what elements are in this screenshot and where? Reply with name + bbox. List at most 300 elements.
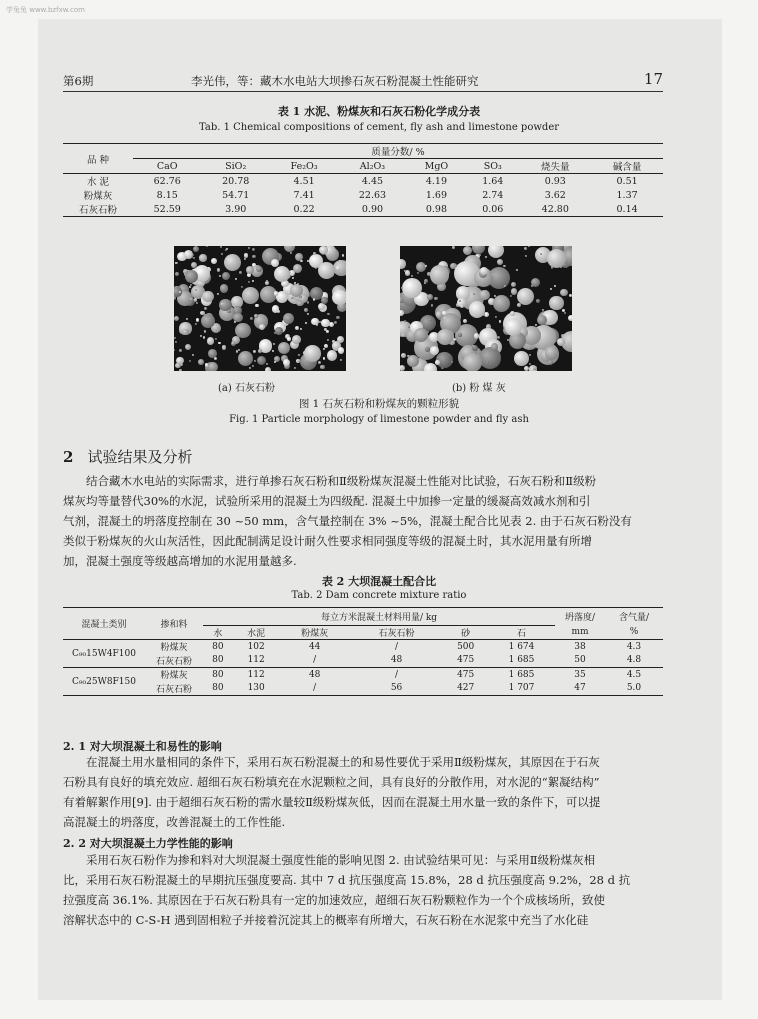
particle: [503, 265, 505, 267]
table2-cell: 5.0: [626, 683, 642, 694]
table1-cell: 1.37: [616, 189, 638, 201]
particle: [295, 326, 300, 331]
particle: [182, 329, 188, 335]
particle: [327, 339, 330, 342]
table2-cell: 102: [247, 641, 265, 652]
table2-cell: 48: [280, 668, 350, 682]
particle: [196, 302, 198, 304]
particle: [274, 332, 276, 334]
particle: [174, 316, 179, 321]
particle: [482, 313, 485, 316]
particle: [321, 297, 328, 304]
particle: [232, 336, 240, 344]
subsection-2-1-heading: 2. 1 对大坝混凝土和易性的影响: [63, 740, 222, 753]
particle: [220, 284, 229, 293]
watermark-text: 学兔兔 www.bzfxw.com: [6, 6, 85, 14]
particle: [194, 298, 197, 301]
figure1-caption-cn: 图 1 石灰石粉和粉煤灰的颗粒形貌: [298, 398, 460, 410]
particle: [252, 255, 255, 258]
particle: [200, 335, 202, 337]
particle: [318, 262, 335, 279]
limestone-micrograph-image: [174, 246, 346, 371]
particle: [307, 301, 310, 304]
particle: [225, 249, 227, 251]
particle: [511, 282, 517, 288]
particle: [323, 348, 325, 350]
table2-cell: 80: [212, 655, 224, 666]
particle: [337, 336, 344, 343]
page-number: 17: [643, 70, 663, 88]
particle: [404, 270, 406, 272]
table2-cell: 56: [390, 683, 403, 694]
table1-cell: 20.78: [222, 175, 250, 187]
table1-cell: 4.19: [425, 175, 447, 187]
table2-cell: 112: [247, 655, 265, 666]
particle: [434, 297, 437, 300]
table1-item-header: 品 种: [63, 144, 133, 174]
particle: [284, 246, 295, 252]
text-line: 石粉具有良好的填充效应. 超细石灰石粉填充在水泥颗粒之间，具有良好的分散作用，对水泥的“絮凝结构”: [63, 775, 600, 789]
table1-cell: 8.15: [156, 189, 178, 201]
particle: [292, 277, 294, 279]
particle: [219, 275, 221, 277]
table1-col-header: MgO: [407, 159, 466, 174]
particle: [479, 290, 490, 301]
table2-group-header: 每立方米混凝土材料用量/ kg: [203, 608, 555, 626]
table-row: [63, 682, 663, 696]
particle: [204, 307, 207, 310]
table1-row-name: 粉煤灰: [83, 191, 113, 202]
table-row: [63, 188, 663, 202]
table-row: [63, 640, 663, 654]
particle: [222, 272, 230, 280]
table2-cell: /: [313, 683, 317, 694]
section-number: 2: [63, 448, 74, 466]
table2-admix-cell: 粉煤灰: [160, 643, 188, 654]
particle: [494, 295, 496, 297]
figure1-label-b: (b) 粉 煤 灰: [452, 383, 506, 394]
section2-paragraph: [63, 471, 663, 571]
particle: [516, 269, 518, 271]
table2-air-header: 含气量/: [618, 613, 650, 624]
particle: [195, 323, 197, 325]
particle: [254, 360, 256, 362]
particle: [514, 351, 529, 366]
particle: [524, 247, 527, 250]
particle: [424, 279, 428, 283]
particle: [290, 252, 292, 254]
particle: [198, 359, 204, 365]
particle: [252, 365, 254, 367]
particle: [252, 263, 256, 267]
particle: [295, 253, 303, 261]
table2-cell: 427: [457, 683, 475, 694]
particle: [327, 313, 329, 315]
table2-cell: 500: [457, 641, 475, 652]
table2-cell: 4.8: [626, 655, 642, 666]
particle: [324, 344, 328, 348]
table2-class-cell: C₉₀25W8F150: [63, 668, 145, 696]
table2-caption-cn: 表 2 大坝混凝土配合比: [321, 575, 437, 588]
particle: [548, 360, 553, 365]
particle: [480, 267, 488, 275]
table1-caption-en: Tab. 1 Chemical compositions of cement, fly ash and limestone powder: [198, 122, 560, 133]
particle: [278, 342, 290, 354]
particle: [272, 350, 274, 352]
particle: [217, 268, 220, 271]
particle: [479, 347, 501, 369]
particle: [472, 246, 485, 254]
table1-cell: 1.64: [482, 175, 504, 187]
particle: [463, 319, 467, 323]
particle: [242, 287, 259, 304]
particle: [417, 272, 419, 274]
table2-admix-cell: 石灰石粉: [155, 684, 192, 695]
particle: [479, 254, 481, 256]
text-line: 煤灰均等量替代30%的水泥，试验所采用的混凝土为四级配. 混凝土中加掺一定量的缓凝高效减水剂和引: [63, 494, 591, 508]
table1-cell: 0.93: [544, 175, 566, 187]
particle: [458, 333, 462, 337]
particle: [316, 324, 318, 326]
particle: [547, 249, 566, 268]
particle: [499, 320, 502, 323]
table2-cell: 48: [390, 655, 403, 666]
particle: [529, 354, 531, 356]
particle: [203, 336, 206, 339]
table1-col-header: SiO₂: [201, 159, 269, 174]
particle: [550, 288, 552, 290]
text-line: 有着解絮作用[9]. 由于超细石灰石粉的需水量较Ⅱ级粉煤灰低，因而在混凝土用水量一致的条件下，可以提: [63, 795, 601, 809]
particle: [293, 264, 302, 273]
table2-cell: 112: [233, 668, 280, 682]
table2-cell: 1 685: [508, 655, 535, 666]
particle: [326, 330, 329, 333]
particle: [257, 356, 266, 365]
particle: [554, 285, 556, 287]
particle: [319, 246, 327, 254]
particle: [401, 287, 403, 289]
table1-cell: 4.51: [293, 175, 315, 187]
table2-admix-cell: 粉煤灰: [145, 668, 203, 682]
particle: [241, 286, 243, 288]
particle: [400, 259, 406, 268]
particle: [488, 246, 504, 258]
particle: [250, 317, 253, 320]
table2-cell: /: [313, 655, 317, 666]
table1-cell: 0.51: [616, 175, 638, 187]
particle: [192, 354, 194, 356]
particle: [474, 333, 479, 338]
particle: [179, 349, 182, 352]
particle: [292, 335, 301, 344]
table2-col-header: 粉煤灰: [280, 626, 350, 640]
text-line: 在混凝土用水量相同的条件下，采用石灰石粉混凝土的和易性要优于采用Ⅱ级粉煤灰，其原因在于石灰: [86, 755, 600, 769]
table-row: [63, 174, 663, 189]
particle: [244, 258, 246, 260]
particle: [222, 345, 226, 349]
table2-cell: 475: [443, 668, 488, 682]
table1-col-header: SO₃: [466, 159, 519, 174]
particle: [294, 367, 296, 369]
particle: [192, 254, 194, 256]
table2-class-header: 混凝土类别: [63, 608, 145, 640]
particle: [273, 343, 275, 345]
subsection-2-2-heading: 2. 2 对大坝混凝土力学性能的影响: [63, 837, 233, 850]
particle: [427, 294, 433, 300]
table1-cell: 3.90: [225, 203, 247, 215]
table-row: [63, 202, 663, 217]
particle: [540, 253, 542, 255]
particle: [255, 304, 258, 307]
particle: [315, 267, 317, 269]
particle: [463, 353, 482, 371]
particle: [485, 256, 487, 258]
table2-admix-cell: 石灰石粉: [155, 656, 192, 667]
particle: [266, 280, 268, 282]
table1-cell: 3.62: [544, 189, 566, 201]
particle: [416, 262, 426, 272]
particle: [224, 254, 241, 271]
table2-cell: 80: [212, 641, 224, 652]
table1-cell: 0.98: [425, 203, 447, 215]
particle: [517, 288, 534, 305]
particle: [451, 361, 453, 363]
table2-cell: 4.5: [605, 668, 663, 682]
table1-row-name: 水 泥: [86, 177, 110, 188]
particle: [252, 280, 255, 283]
particle: [307, 313, 309, 315]
table2-col-header: 砂: [443, 626, 488, 640]
particle: [274, 291, 278, 295]
particle: [495, 316, 497, 318]
table1-row-name: 石灰石粉: [78, 205, 117, 216]
table2-slump-unit: mm: [555, 626, 605, 640]
particle: [259, 324, 265, 330]
particle: [202, 291, 213, 302]
particle: [497, 336, 500, 339]
table2-cell: 130: [247, 683, 265, 694]
particle: [175, 272, 180, 277]
particle: [204, 330, 206, 332]
particle: [186, 318, 188, 320]
particle: [528, 246, 530, 247]
particle: [536, 299, 540, 303]
table1-cell: 0.90: [361, 203, 384, 215]
particle: [235, 278, 237, 280]
table1-cell: 7.41: [293, 189, 315, 201]
table1-cell: 2.74: [482, 189, 504, 201]
table1-cell: 0.22: [293, 203, 315, 215]
particle: [568, 315, 572, 321]
particle: [334, 321, 337, 324]
particle: [411, 275, 413, 277]
particle: [560, 289, 568, 297]
particle: [525, 255, 527, 257]
particle: [327, 350, 337, 360]
particle: [437, 329, 453, 345]
table2-cell: 4.3: [626, 641, 642, 652]
particle: [265, 367, 271, 371]
table1-cell: 54.71: [222, 189, 250, 201]
particle: [283, 359, 290, 366]
particle: [505, 318, 522, 335]
particle: [277, 310, 279, 312]
particle: [199, 254, 206, 261]
text-line: 结合藏木水电站的实际需求，进行单掺石灰石粉和Ⅱ级粉煤灰混凝土性能对比试验，石灰石粉和Ⅱ级粉: [86, 474, 597, 488]
table2-cell: 80: [203, 668, 233, 682]
particle: [510, 295, 512, 297]
particle: [338, 347, 344, 353]
table1-col-header: 碱含量: [591, 159, 663, 174]
particle: [313, 252, 316, 255]
table1-cell: 62.76: [153, 175, 181, 187]
particle: [248, 247, 250, 249]
particle: [533, 366, 537, 370]
text-line: 溶解状态中的 C-S-H 遇到固相粒子并接着沉淀其上的概率有所增大，石灰石粉在水泥浆中充当了水化硅: [63, 913, 589, 927]
particle: [329, 322, 334, 327]
particle: [318, 361, 321, 364]
table2-col-header: 石灰石粉: [350, 626, 444, 640]
particle: [290, 284, 303, 297]
text-line: 比，采用石灰石粉混凝土的早期抗压强度要高. 其中 7 d 抗压强度高 15.8%，28 d 抗压强度高 9.2%，28 d 抗: [63, 873, 631, 887]
particle: [444, 317, 446, 319]
particle: [244, 253, 248, 257]
particle: [206, 246, 208, 247]
particle: [252, 248, 255, 251]
table1-cell: 0.06: [482, 203, 504, 215]
particle: [195, 289, 197, 291]
table1-cell: 22.63: [358, 189, 387, 201]
particle: [414, 328, 428, 342]
particle: [537, 315, 547, 325]
particle: [208, 362, 218, 371]
particle: [218, 342, 220, 344]
text-line: 拉强度高 36.1%. 其原因在于石灰石粉具有一定的加速效应，超细石灰石粉颗粒作为一个个成核场所，致使: [63, 893, 605, 907]
table2-cell: 80: [212, 683, 224, 694]
particle: [564, 312, 566, 314]
particle: [174, 349, 175, 351]
table1-cell: 0.14: [616, 203, 638, 215]
particle: [320, 365, 324, 369]
particle: [175, 341, 177, 343]
particle: [323, 357, 325, 359]
particle: [400, 310, 404, 316]
text-line: 高混凝土的坍落度，改善混凝土的工作性能.: [63, 815, 286, 829]
particle: [321, 319, 329, 327]
particle: [340, 359, 342, 361]
particle: [531, 285, 533, 287]
particle: [569, 294, 572, 297]
particle: [472, 345, 478, 351]
table2-cell: 1 707: [508, 683, 535, 694]
particle: [238, 351, 253, 366]
table-row: [63, 654, 663, 668]
table-row: [63, 668, 663, 682]
particle: [238, 349, 240, 351]
particle: [425, 265, 427, 267]
particle: [336, 316, 339, 319]
particle: [431, 304, 433, 306]
particle: [175, 363, 181, 369]
particle: [217, 293, 219, 295]
particle: [208, 349, 217, 358]
section-title: 试验结果及分析: [87, 448, 193, 466]
particle: [189, 286, 191, 288]
particle: [220, 246, 222, 248]
particle: [193, 246, 199, 252]
particle: [298, 354, 300, 356]
particle: [287, 337, 290, 340]
table1-cell: 42.80: [541, 203, 569, 215]
particle: [254, 314, 258, 318]
particle: [442, 311, 446, 315]
text-line: 类似于粉煤灰的火山灰活性，因此配制满足设计耐久性要求相同强度等级的混凝土时，其水泥用量有所增: [63, 534, 592, 548]
particle: [211, 258, 217, 264]
figure1-label-a: (a) 石灰石粉: [218, 383, 275, 394]
particle: [402, 334, 404, 336]
particle: [493, 295, 510, 312]
table2-col-header: 石: [488, 626, 555, 640]
section21-paragraph: [63, 752, 663, 832]
table2-caption-en: Tab. 2 Dam concrete mixture ratio: [291, 590, 467, 601]
table1-col-header: 烧失量: [519, 159, 591, 174]
particle: [248, 281, 250, 283]
table1-col-header: CaO: [133, 159, 201, 174]
table2-cell: /: [395, 641, 399, 652]
table1: [63, 143, 663, 217]
running-title: 李光伟，等：藏木水电站大坝掺石灰石粉混凝土性能研究: [191, 74, 479, 88]
particle: [221, 253, 223, 255]
particle: [253, 350, 256, 353]
particle: [207, 337, 214, 344]
table1-cell: 1.69: [425, 189, 447, 201]
table2: [63, 607, 663, 696]
particle: [313, 298, 315, 300]
table1-group-header: 质量分数/ %: [133, 144, 663, 159]
particle: [332, 290, 346, 305]
particle: [430, 265, 450, 285]
particle: [274, 361, 276, 363]
particle: [246, 266, 254, 274]
particle: [497, 259, 503, 265]
particle: [274, 266, 290, 282]
particle: [400, 365, 405, 371]
table2-col-header: 水泥: [233, 626, 280, 640]
table1-cell: 4.45: [361, 175, 384, 187]
table1-col-header: Fe₂O₃: [270, 159, 338, 174]
table1-cell: 52.59: [153, 203, 181, 215]
table2-cell: 475: [457, 655, 475, 666]
particle: [460, 304, 464, 308]
table2-slump-header: 坍落度/: [564, 613, 596, 624]
particle: [452, 246, 455, 249]
particle: [258, 349, 262, 353]
particle: [256, 266, 262, 272]
particle: [174, 337, 176, 339]
table2-cell: 38: [574, 641, 586, 652]
table2-cell: 50: [574, 655, 586, 666]
particle: [196, 318, 200, 322]
particle: [179, 369, 182, 371]
section22-paragraph: [63, 850, 663, 930]
table1-col-header: Al₂O₃: [338, 159, 406, 174]
particle: [524, 366, 529, 371]
particle: [215, 338, 217, 340]
table2-admix-header: 掺和料: [145, 608, 203, 640]
particle: [283, 313, 294, 324]
particle: [401, 353, 406, 358]
text-line: 加，混凝土强度等级越高增加的水泥用量越多.: [63, 554, 297, 568]
